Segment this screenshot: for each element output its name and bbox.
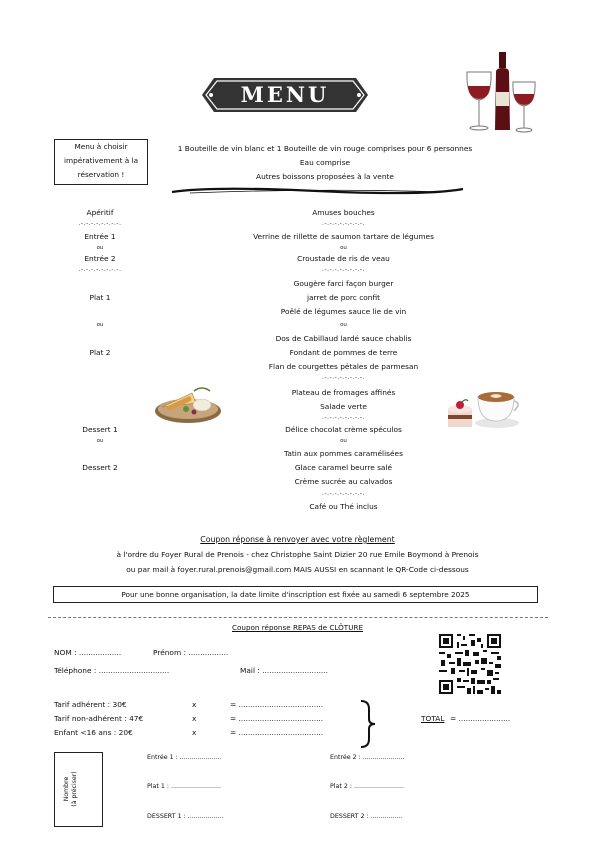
deadline-box xyxy=(53,586,538,603)
or-label: ou xyxy=(340,245,347,251)
course-dessert-2: Dessert 2 xyxy=(82,463,118,472)
separator: .-.-.-.-.-.-.-.-. xyxy=(322,220,365,227)
dish-plat-1: jarret de porc confit xyxy=(306,293,381,302)
right-brace-icon xyxy=(357,699,377,749)
form-title: Coupon réponse REPAS de CLÔTURE xyxy=(231,623,363,632)
cheese-platter-illustration xyxy=(152,379,222,425)
course-plat-2: Plat 2 xyxy=(89,348,111,357)
choice-dessert-1[interactable]: DESSERT 1 : .................. xyxy=(147,813,224,820)
multiply-sign: x xyxy=(192,700,197,709)
dish-plat-1: Gougère farci façon burger xyxy=(293,279,394,288)
course-entree-2: Entrée 2 xyxy=(84,254,116,263)
drinks-line: Eau comprise xyxy=(299,158,351,167)
tarif-non-adherent: Tarif non-adhérent : 47€ xyxy=(54,714,144,723)
nombre-label: Nombre xyxy=(63,776,70,802)
reservation-note-line: Menu à choisir xyxy=(74,142,128,151)
qr-code-icon xyxy=(437,632,503,696)
course-aperitif: Apéritif xyxy=(86,208,114,217)
tarif-adherent-total[interactable]: = .................................... xyxy=(230,700,324,709)
dish-dessert-2: Glace caramel beurre salé xyxy=(294,463,393,472)
or-label: ou xyxy=(96,245,104,251)
preciser-label: (à préciser) xyxy=(71,771,78,807)
brace xyxy=(357,699,377,749)
dish-dessert-1: Délice chocolat crème spéculos xyxy=(285,425,402,434)
or-label: ou xyxy=(340,322,347,328)
prenom-field[interactable]: Prénom : ................. xyxy=(153,648,229,657)
coffee-dessert-illustration xyxy=(442,379,522,433)
dish-plat-2: Flan de courgettes pétales de parmesan xyxy=(268,362,419,371)
menu-banner xyxy=(200,76,370,114)
dish-entree-2: Croustade de ris de veau xyxy=(297,254,390,263)
dish-plat-1: Poêlé de légumes sauce lie de vin xyxy=(280,307,407,316)
choice-plat-1[interactable]: Plat 1 : ......................... xyxy=(147,783,222,790)
total-label: TOTAL xyxy=(421,714,445,723)
coupon-heading: Coupon réponse à renvoyer avec votre règlement xyxy=(200,535,395,544)
mail-field[interactable]: Mail : ............................ xyxy=(240,666,328,675)
cut-line xyxy=(48,617,548,618)
dish-amuses: Amuses bouches xyxy=(312,208,375,217)
coupon-mail-line: ou par mail à foyer.rural.prenois@gmail.com MAIS AUSSI en scannant le QR-Code ci-dessous xyxy=(126,565,469,574)
separator: .-.-.-.-.-.-.-.-. xyxy=(322,374,365,381)
nombre-box xyxy=(54,752,103,827)
drinks-line: 1 Bouteille de vin blanc et 1 Bouteille de vin rouge comprises pour 6 personnes xyxy=(177,144,473,153)
or-label: ou xyxy=(340,438,347,444)
coffee-cake-icon xyxy=(442,379,522,433)
dish-cafe: Café ou Thé inclus xyxy=(309,502,378,511)
or-label: ou xyxy=(96,322,104,328)
total-field[interactable]: = ...................... xyxy=(450,714,511,723)
dish-salade: Salade verte xyxy=(320,402,367,411)
deadline-text: Pour une bonne organisation, la date limite d'inscription est fixée au samedi 6 septembre 2025 xyxy=(121,590,470,599)
multiply-sign: x xyxy=(192,728,197,737)
telephone-field[interactable]: Téléphone : .............................. xyxy=(54,666,170,675)
reservation-note-box xyxy=(54,139,148,185)
reservation-note-line: réservation ! xyxy=(77,170,125,179)
choice-entree-2[interactable]: Entrée 2 : ..................... xyxy=(330,754,405,761)
separator: .-.-.-.-.-.-.-.-. xyxy=(78,266,122,273)
choice-entree-1[interactable]: Entrée 1 : ..................... xyxy=(147,754,222,761)
choice-plat-2[interactable]: Plat 2 : ......................... xyxy=(330,783,405,790)
separator: .-.-.-.-.-.-.-.-. xyxy=(78,220,122,227)
dish-plat-2: Dos de Cabillaud lardé sauce chablis xyxy=(275,334,412,343)
dish-dessert-2: Crème sucrée au calvados xyxy=(294,477,393,486)
separator: .-.-.-.-.-.-.-.-. xyxy=(322,490,365,497)
wine-illustration xyxy=(463,50,541,136)
wine-bottle-glasses-icon xyxy=(463,50,541,136)
nom-field[interactable]: NOM : .................. xyxy=(54,648,122,657)
flourish-divider-icon xyxy=(170,184,465,198)
separator: .-.-.-.-.-.-.-.-. xyxy=(322,414,365,421)
multiply-sign: x xyxy=(192,714,197,723)
cheese-platter-icon xyxy=(152,379,222,425)
ornamental-divider xyxy=(170,183,465,197)
tarif-adherent: Tarif adhérent : 30€ xyxy=(54,700,127,709)
drinks-line: Autres boissons proposées à la vente xyxy=(256,172,394,181)
or-label: ou xyxy=(96,438,104,444)
dish-entree-1: Verrine de rillette de saumon tartare de légumes xyxy=(253,232,434,241)
dish-dessert-2: Tatin aux pommes caramélisées xyxy=(284,449,403,458)
course-dessert-1: Dessert 1 xyxy=(82,425,118,434)
dish-fromage: Plateau de fromages affinés xyxy=(291,388,396,397)
coupon-address: à l'ordre du Foyer Rural de Prenois - chez Christophe Saint Dizier 20 rue Emile Boymond à Prenois xyxy=(116,550,479,559)
dish-plat-2: Fondant de pommes de terre xyxy=(289,348,398,357)
tarif-non-adherent-total[interactable]: = .................................... xyxy=(230,714,324,723)
page-title: MENU xyxy=(240,82,330,107)
qr-code[interactable] xyxy=(437,632,503,696)
tarif-enfant: Enfant <16 ans : 20€ xyxy=(54,728,133,737)
course-plat-1: Plat 1 xyxy=(89,293,111,302)
choice-dessert-2[interactable]: DESSERT 2 : ................ xyxy=(330,813,403,820)
tarif-enfant-total[interactable]: = .................................... xyxy=(230,728,324,737)
reservation-note-line: impérativement à la xyxy=(63,156,139,165)
course-entree-1: Entrée 1 xyxy=(84,232,116,241)
separator: .-.-.-.-.-.-.-.-. xyxy=(322,266,365,273)
